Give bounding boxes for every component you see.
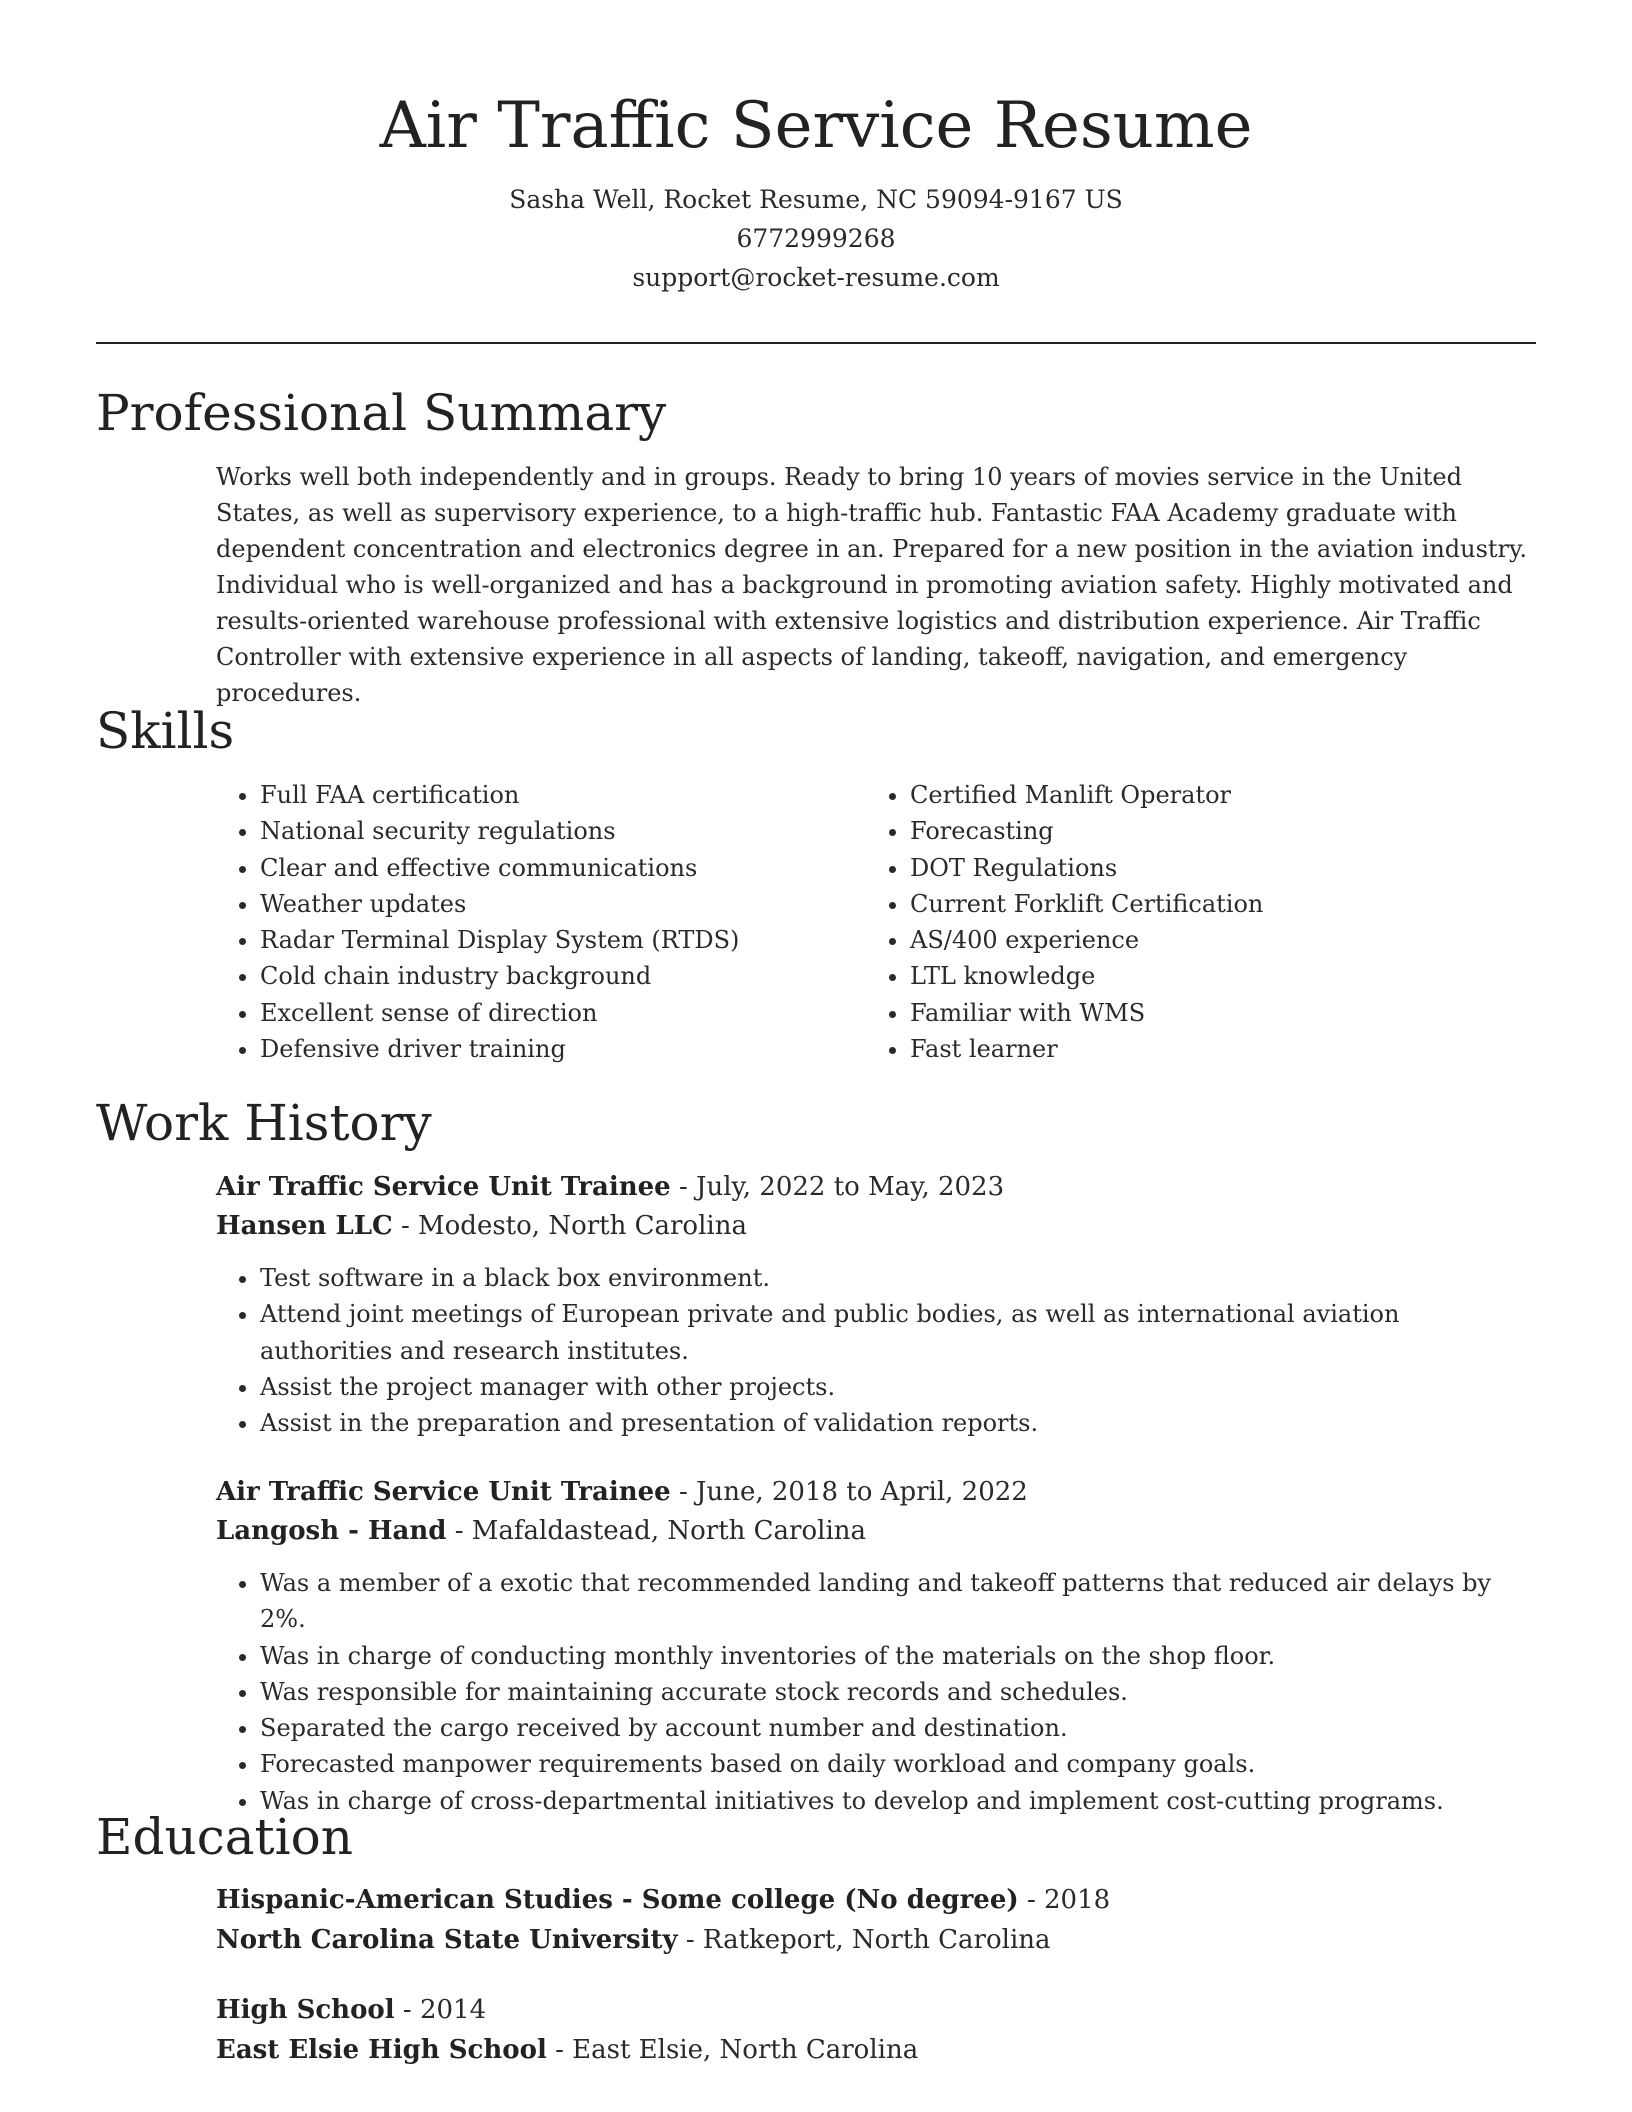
skill-item: • Familiar with WMS bbox=[910, 995, 1516, 1031]
duty-item: • Separated the cargo received by account number and destination. bbox=[260, 1710, 1536, 1746]
duty-item: • Was responsible for maintaining accurate stock records and schedules. bbox=[260, 1674, 1536, 1710]
resume-header bbox=[96, 84, 1536, 297]
education-year: - 2018 bbox=[1018, 1885, 1111, 1915]
job-title: Air Traffic Service Unit Trainee bbox=[216, 1477, 671, 1507]
duty-item: • Was a member of a exotic that recommended landing and takeoff patterns that reduced air delays by 2%. bbox=[260, 1565, 1536, 1638]
duty-item: • Test software in a black box environment. bbox=[260, 1260, 1536, 1296]
resume-title: Air Traffic Service Resume bbox=[379, 89, 1253, 163]
education-degree: High School bbox=[216, 1995, 395, 2025]
job-duties bbox=[216, 1565, 1536, 1819]
job-location: - Mafaldastead, North Carolina bbox=[446, 1516, 867, 1546]
summary-heading: Professional Summary bbox=[96, 384, 667, 442]
skills-block bbox=[216, 777, 1536, 1067]
education-location: - East Elsie, North Carolina bbox=[546, 2035, 919, 2065]
skills-column-right bbox=[866, 777, 1516, 1067]
contact-email: support@rocket-resume.com bbox=[632, 263, 1000, 292]
education-degree-line bbox=[216, 1990, 1536, 2030]
education-school: North Carolina State University bbox=[216, 1925, 678, 1955]
skill-item: • DOT Regulations bbox=[910, 850, 1516, 886]
duty-item: • Was in charge of cross-departmental initiatives to develop and implement cost-cutting programs. bbox=[260, 1783, 1536, 1819]
skill-item: • Radar Terminal Display System (RTDS) bbox=[260, 922, 866, 958]
education-entry bbox=[216, 1990, 1536, 2070]
job-title-line bbox=[216, 1168, 1536, 1207]
job-dates: - June, 2018 to April, 2022 bbox=[670, 1477, 1028, 1507]
contact-block bbox=[96, 180, 1536, 297]
duty-item: • Assist in the preparation and presentation of validation reports. bbox=[260, 1405, 1536, 1441]
work-history-heading: Work History bbox=[96, 1094, 432, 1152]
job-location: - Modesto, North Carolina bbox=[392, 1211, 747, 1241]
summary-block bbox=[216, 459, 1536, 711]
job-dates: - July, 2022 to May, 2023 bbox=[670, 1172, 1005, 1202]
contact-phone: 6772999268 bbox=[736, 224, 896, 253]
job-entry bbox=[216, 1168, 1536, 1441]
skill-item: • LTL knowledge bbox=[910, 958, 1516, 994]
duty-item: • Forecasted manpower requirements based on daily workload and company goals. bbox=[260, 1746, 1536, 1782]
skill-item: • Full FAA certification bbox=[260, 777, 866, 813]
job-company: Langosh - Hand bbox=[216, 1516, 447, 1546]
skill-item: • Forecasting bbox=[910, 813, 1516, 849]
skill-item: • Cold chain industry background bbox=[260, 958, 866, 994]
header-divider bbox=[96, 342, 1536, 344]
skill-item: • Current Forklift Certification bbox=[910, 886, 1516, 922]
skill-item: • Clear and effective communications bbox=[260, 850, 866, 886]
education-entry bbox=[216, 1880, 1536, 1960]
job-title-line bbox=[216, 1473, 1536, 1512]
duty-item: • Was in charge of conducting monthly inventories of the materials on the shop floor. bbox=[260, 1638, 1536, 1674]
summary-text: Works well both independently and in groups. Ready to bring 10 years of movies service in the United States, as well as supervisory experience, to a high-traffic hub. Fantastic FAA Academy graduate with dependent concentration and electronics degree in an. Prepared for a new position in the aviation industry. Individual who is well-organized and has a background in promoting aviation safety. Highly motivated and results-oriented warehouse professional with extensive logistics and distribution experience. Air Traffic Controller with extensive experience in all aspects of landing, takeoff, navigation, and emergency procedures. bbox=[216, 463, 1528, 707]
skill-item: • Defensive driver training bbox=[260, 1031, 866, 1067]
job-company-line bbox=[216, 1207, 1536, 1246]
job-company-line bbox=[216, 1512, 1536, 1551]
education-heading: Education bbox=[96, 1808, 353, 1866]
job-company: Hansen LLC bbox=[216, 1211, 393, 1241]
contact-address: Sasha Well, Rocket Resume, NC 59094-9167 US bbox=[509, 185, 1123, 214]
education-school-line bbox=[216, 2030, 1536, 2070]
skill-item: • Excellent sense of direction bbox=[260, 995, 866, 1031]
job-title: Air Traffic Service Unit Trainee bbox=[216, 1172, 671, 1202]
job-entry bbox=[216, 1473, 1536, 1819]
education-degree: Hispanic-American Studies - Some college (No degree) bbox=[216, 1885, 1019, 1915]
skill-item: • Certified Manlift Operator bbox=[910, 777, 1516, 813]
skill-item: • Weather updates bbox=[260, 886, 866, 922]
skill-item: • AS/400 experience bbox=[910, 922, 1516, 958]
job-duties bbox=[216, 1260, 1536, 1441]
education-school-line bbox=[216, 1920, 1536, 1960]
skill-item: • National security regulations bbox=[260, 813, 866, 849]
education-degree-line bbox=[216, 1880, 1536, 1920]
skill-item: • Fast learner bbox=[910, 1031, 1516, 1067]
education-year: - 2014 bbox=[394, 1995, 487, 2025]
duty-item: • Attend joint meetings of European private and public bodies, as well as international aviation authorities and research institutes. bbox=[260, 1296, 1536, 1369]
duty-item: • Assist the project manager with other projects. bbox=[260, 1369, 1536, 1405]
skills-column-left bbox=[216, 777, 866, 1067]
education-location: - Ratkeport, North Carolina bbox=[677, 1925, 1051, 1955]
skills-heading: Skills bbox=[96, 702, 235, 760]
education-school: East Elsie High School bbox=[216, 2035, 547, 2065]
